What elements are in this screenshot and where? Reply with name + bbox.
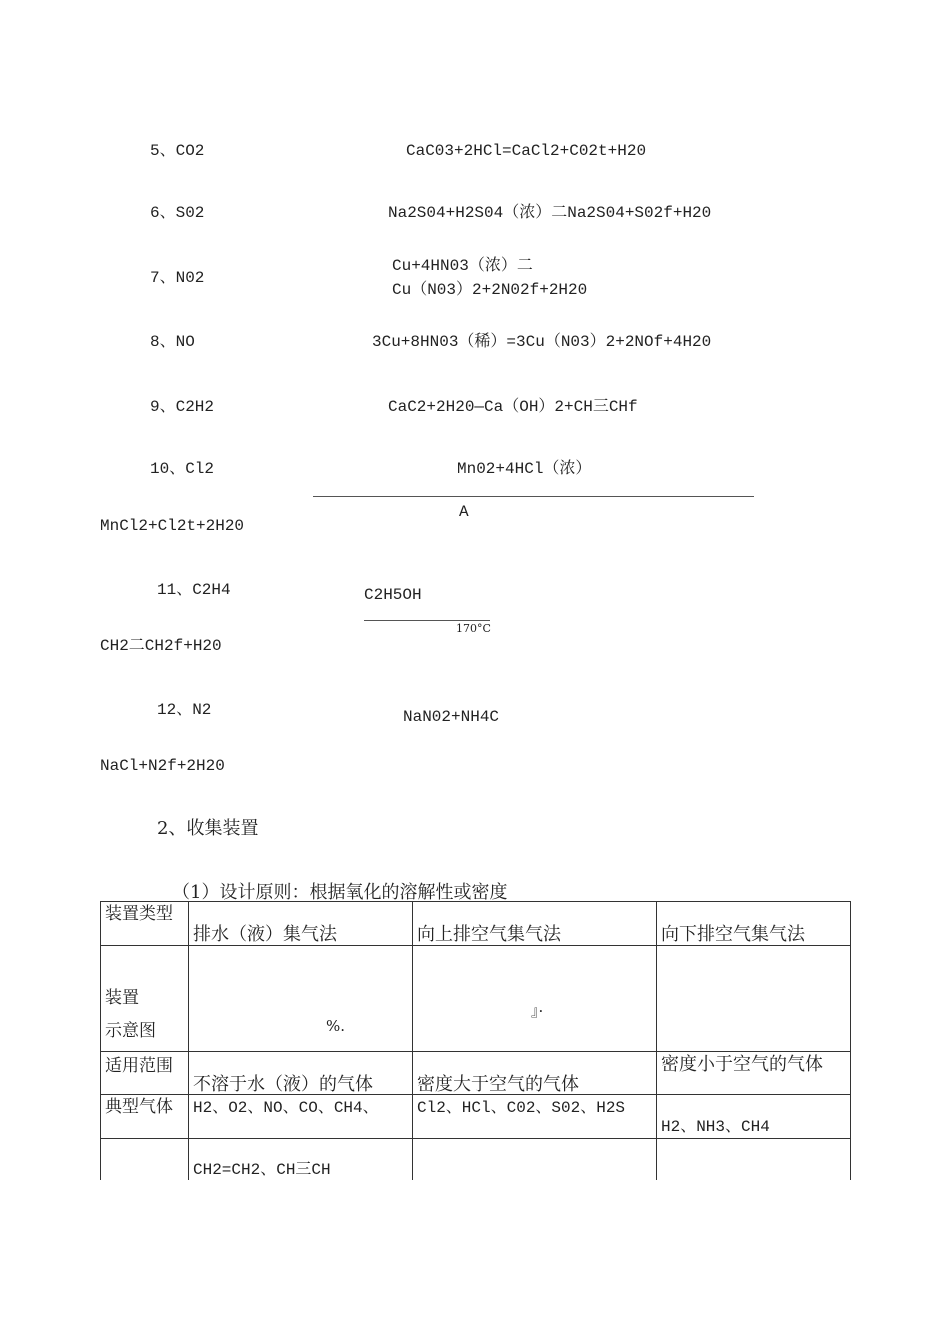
row-typical-gas-label-cell [101,1095,189,1139]
header-water-text: 排水（液）集气法 [193,924,337,945]
row-typical-gas-label: 典型气体 [105,1097,173,1117]
reaction-10-condition: A [459,503,469,521]
reaction-10-arrow-line [313,496,754,497]
diagram-water-cell [189,946,413,1052]
diagram-upward-air-cell [413,946,657,1052]
reaction-12-label: 12、N2 [157,701,212,719]
table-row-diagram [101,946,851,1052]
design-principle: （1）设计原则：根据氧化的溶解性或密度 [172,882,508,903]
typical-gas-water-text: H2、O2、NO、CO、CH4、 [193,1099,379,1117]
reaction-9-equation: CaC2+2H20—Ca（OH）2+CH三CHf [388,398,638,416]
scope-upward-air-cell [413,1052,657,1095]
header-cell-type [101,902,189,946]
header-type-text: 装置类型 [105,904,173,924]
table-header-row [101,902,851,946]
diagram-water-mark: %. [326,1017,346,1035]
row-scope-label-cell [101,1052,189,1095]
reaction-5-label: 5、CO2 [150,142,205,160]
section-heading: 2、收集装置 [157,818,259,839]
reaction-12-reactants-clip [403,705,513,726]
collection-table [100,901,851,1187]
scope-water-text: 不溶于水（液）的气体 [193,1074,373,1095]
reaction-8-label: 8、NO [150,333,195,351]
table-row-scope [101,1052,851,1095]
reaction-10-reactants: Mn02+4HCl（浓） [457,460,592,478]
reaction-11-arrow-line [364,620,490,621]
diagram-downward-air-cell [657,946,851,1052]
scope-downward-air-clip [661,1054,846,1092]
scope-water-cell [189,1052,413,1095]
reaction-10-label: 10、Cl2 [150,460,215,478]
row-diagram-label-cell [101,946,189,1052]
header-upward-air-text: 向上排空气集气法 [417,924,561,945]
row-diagram-label-line1: 装置 [105,988,139,1008]
diagram-upward-air-mark: 』· [531,1002,544,1020]
reaction-8-equation: 3Cu+8HN03（稀）=3Cu（N03）2+2NOf+4H20 [372,333,712,351]
reaction-5-equation: CaC03+2HCl=CaCl2+C02t+H20 [406,142,647,160]
page-bottom-blank [0,1180,950,1344]
scope-downward-air-cell [657,1052,851,1095]
reaction-11-label: 11、C2H4 [157,581,231,599]
header-cell-upward-air [413,902,657,946]
typical-gas-water-clip [193,1097,408,1137]
reaction-11-condition: 170°C [456,622,491,635]
reaction-11-products: CH2二CH2f+H20 [100,637,222,655]
row-scope-label-clip [105,1056,184,1094]
scope-upward-air-text: 密度大于空气的气体 [417,1074,579,1095]
reaction-12-reactants: NaN02+NH4C [403,708,500,726]
header-cell-water [189,902,413,946]
reaction-7-equation-line1: Cu+4HN03（浓）二 [392,257,533,275]
reaction-11-reactants: C2H5OH [364,586,422,604]
reaction-7-label: 7、N02 [150,269,205,287]
header-cell-downward-air [657,902,851,946]
reaction-11-condition-clip [452,622,492,635]
reaction-10-products: MnCl2+Cl2t+2H20 [100,517,245,535]
typical-gas-downward-air-cell [657,1095,851,1139]
header-downward-air-text: 向下排空气集气法 [661,924,805,945]
typical-gas-upward-air-text: Cl2、HCl、C02、S02、H2S [417,1099,626,1117]
reaction-6-equation: Na2S04+H2S04（浓）二Na2S04+S02f+H20 [388,204,712,222]
typical-gas-upward-air-cell [413,1095,657,1139]
typical-gas-downward-air-text: H2、NH3、CH4 [661,1118,770,1136]
reaction-9-label: 9、C2H2 [150,398,215,416]
design-principle-clip [172,880,592,902]
reaction-12-products: NaCl+N2f+2H20 [100,757,225,775]
row-typical-gas-label-clip [105,1097,184,1137]
typical-gas-water-cell [189,1095,413,1139]
table-row-typical-gas [101,1095,851,1139]
scope-downward-air-text: 密度小于空气的气体 [661,1054,823,1075]
reaction-7-equation-line2: Cu（N03）2+2N02f+2H20 [392,281,588,299]
reaction-6-label: 6、S02 [150,204,205,222]
row-scope-label: 适用范围 [105,1056,173,1076]
row-diagram-label-line2: 示意图 [105,1021,156,1041]
typical-gas-upward-air-clip [417,1097,652,1137]
continued-water-text: CH2=CH2、CH三CH [193,1161,331,1179]
